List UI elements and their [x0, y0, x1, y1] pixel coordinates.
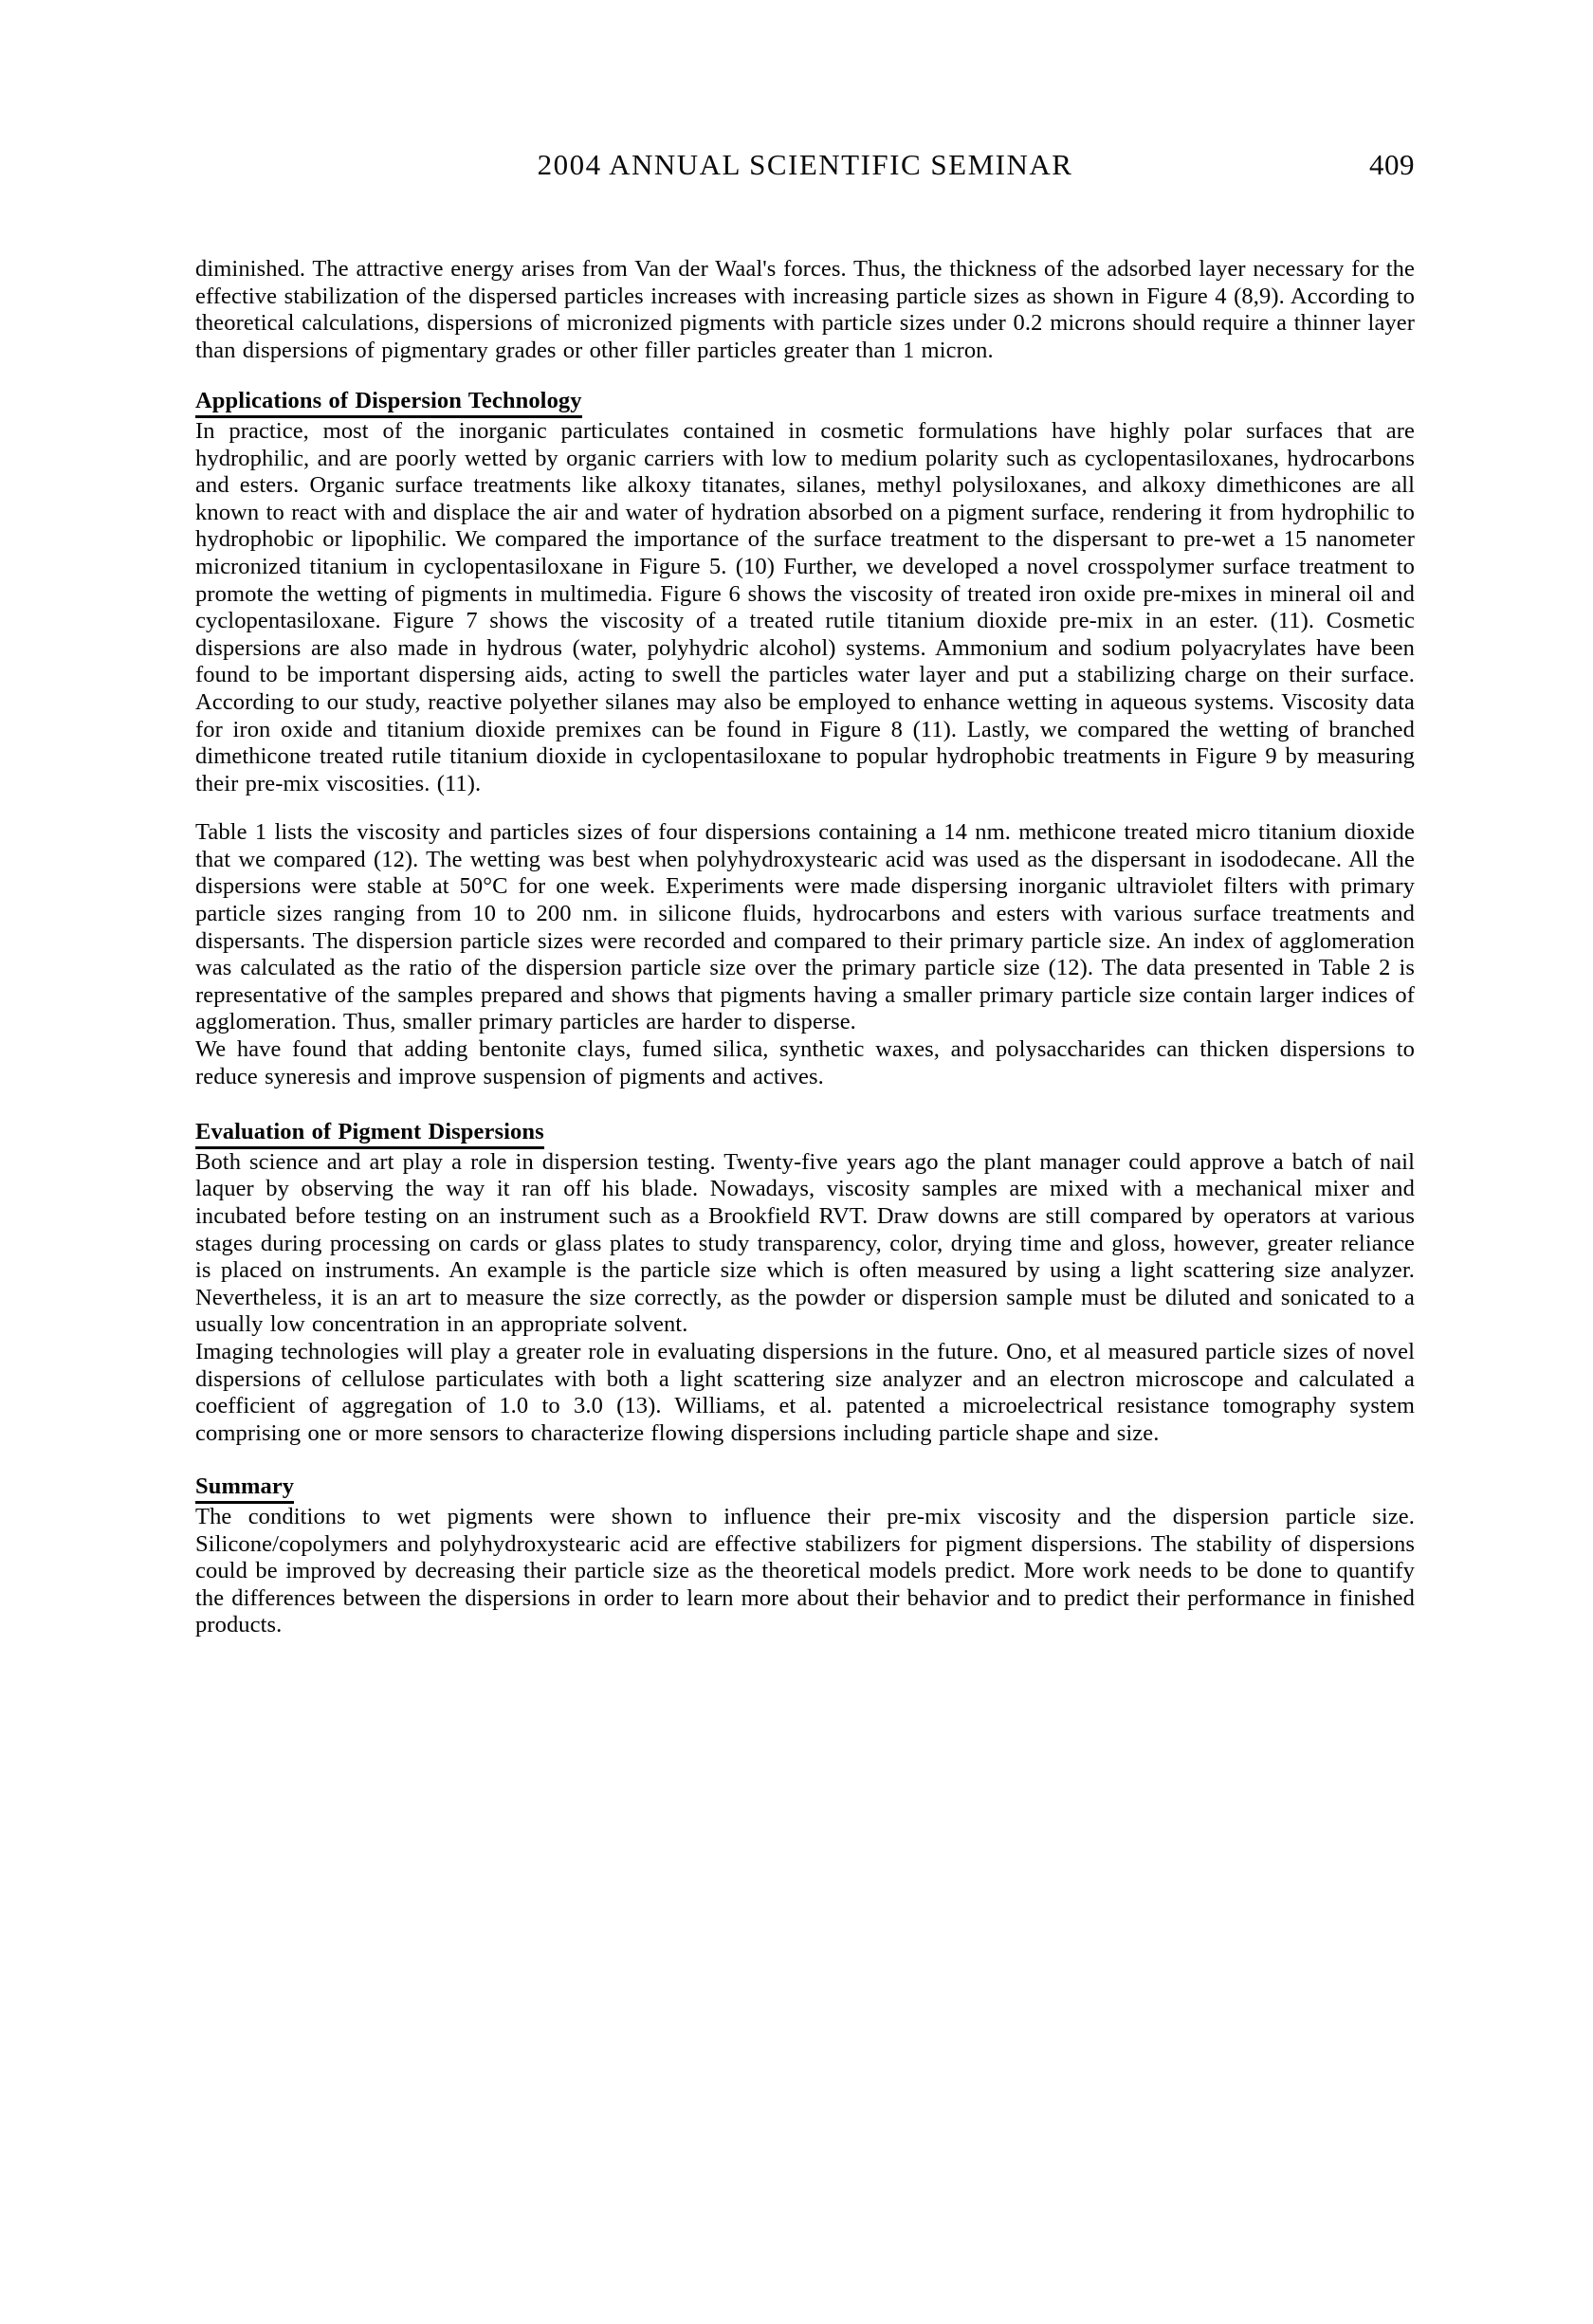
paragraph-imaging-technologies: Imaging technologies will play a greater role in evaluating dispersions in the future. Ono, et al measured particle sizes of novel dispersions of cellulose particulates with both a light scattering size analyzer and an electron microscope and calculated a coefficient of aggregation of 1.0 to 3.0 (13). Williams, et al. patented a microelectrical resistance tomography system comprising one or more sensors to characterize flowing dispersions including particle shape and size. — [195, 1338, 1415, 1446]
section-heading-evaluation-text: Evaluation of Pigment Dispersions — [195, 1119, 544, 1149]
paragraph-summary: The conditions to wet pigments were shown to influence their pre-mix viscosity and the dispersion particle size. Silicone/copolymers and polyhydroxystearic acid are effective stabilizers for pigment dispersions. The stability of dispersions could be improved by decreasing their particle size as the theoretical models predict. More work needs to be done to quantify the differences between the dispersions in order to learn more about their behavior and to predict their performance in finished products. — [195, 1503, 1415, 1638]
paragraph-adsorbed-layer: diminished. The attractive energy arises from Van der Waal's forces. Thus, the thickness of the adsorbed layer necessary for the effective stabilization of the dispersed particles increases with increasing particle sizes as shown in Figure 4 (8,9). According to theoretical calculations, dispersions of micronized pigments with particle sizes under 0.2 microns should require a thinner layer than dispersions of pigmentary grades or other filler particles greater than 1 micron. — [195, 256, 1415, 363]
page-header-title: 2004 ANNUAL SCIENTIFIC SEMINAR — [537, 148, 1073, 181]
paragraph-applications: In practice, most of the inorganic particulates contained in cosmetic formulations have highly polar surfaces that are hydrophilic, and are poorly wetted by organic carriers with low to medium polarity such as cyclopentasiloxanes, hydrocarbons and esters. Organic surface treatments like alkoxy titanates, silanes, methyl polysiloxanes, and alkoxy dimethicones are all known to react with and displace the air and water of hydration absorbed on a pigment surface, rendering it from hydrophilic to hydrophobic or lipophilic. We compared the importance of the surface treatment to the dispersant to pre-wet a 15 nanometer micronized titanium in cyclopentasiloxane in Figure 5. (10) Further, we developed a novel crosspolymer surface treatment to promote the wetting of pigments in multimedia. Figure 6 shows the viscosity of treated iron oxide pre-mixes in mineral oil and cyclopentasiloxane. Figure 7 shows the viscosity of a treated rutile titanium dioxide pre-mix in an ester. (11). Cosmetic dispersions are also made in hydrous (water, polyhydric alcohol) systems. Ammonium and sodium polyacrylates have been found to be important dispersing aids, acting to swell the particles water layer and put a stabilizing charge on their surface. According to our study, reactive polyether silanes may also be employed to enhance wetting in aqueous systems. Viscosity data for iron oxide and titanium dioxide premixes can be found in Figure 8 (11). Lastly, we compared the wetting of branched dimethicone treated rutile titanium dioxide in cyclopentasiloxane to popular hydrophobic treatments in Figure 9 by measuring their pre-mix viscosities. (11). — [195, 417, 1415, 796]
paragraph-dispersion-testing: Both science and art play a role in dispersion testing. Twenty-five years ago the plant manager could approve a batch of nail laquer by observing the way it ran off his blade. Nowadays, viscosity samples are mixed with a mechanical mixer and incubated before testing on an instrument such as a Brookfield RVT. Draw downs are still compared by operators at various stages during processing on cards or glass plates to study transparency, color, drying time and gloss, however, greater reliance is placed on instruments. An example is the particle size which is often measured by using a light scattering size analyzer. Nevertheless, it is an art to measure the size correctly, as the powder or dispersion sample must be diluted and sonicated to a usually low concentration in an appropriate solvent. — [195, 1148, 1415, 1338]
paragraph-thickening-agents: We have found that adding bentonite clays, fumed silica, synthetic waxes, and polysaccharides can thicken dispersions to reduce syneresis and improve suspension of pigments and actives. — [195, 1036, 1415, 1089]
page-header — [195, 148, 1415, 186]
section-heading-summary — [195, 1473, 1415, 1504]
section-heading-applications-text: Applications of Dispersion Technology — [195, 388, 582, 418]
document-body — [195, 256, 1415, 1639]
section-heading-applications — [195, 388, 1415, 418]
section-heading-evaluation — [195, 1119, 1415, 1149]
section-heading-summary-text: Summary — [195, 1473, 294, 1504]
paragraph-table1-dispersions: Table 1 lists the viscosity and particles sizes of four dispersions containing a 14 nm. methicone treated micro titanium dioxide that we compared (12). The wetting was best when polyhydroxystearic acid was used as the dispersant in isododecane. All the dispersions were stable at 50°C for one week. Experiments were made dispersing inorganic ultraviolet filters with primary particle sizes ranging from 10 to 200 nm. in silicone fluids, hydrocarbons and esters with various surface treatments and dispersants. The dispersion particle sizes were recorded and compared to their primary particle size. An index of agglomeration was calculated as the ratio of the dispersion particle size over the primary particle size (12). The data presented in Table 2 is representative of the samples prepared and shows that pigments having a smaller primary particle size contain larger indices of agglomeration. Thus, smaller primary particles are harder to disperse. — [195, 819, 1415, 1035]
page-number: 409 — [1369, 148, 1415, 181]
